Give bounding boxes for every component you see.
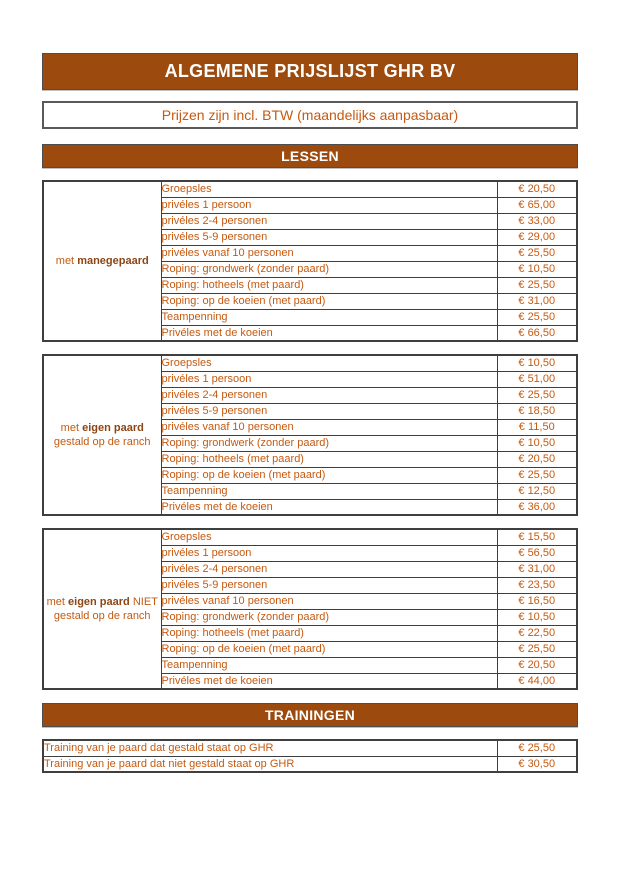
price-cell: € 30,50 [497,756,577,772]
group-label-cell [43,529,161,689]
item-cell: Groepsles [161,355,497,371]
item-cell: privéles vanaf 10 personen [161,419,497,435]
price-cell: € 20,50 [497,657,577,673]
group-label-bold: eigen paard [82,422,144,434]
item-cell: Roping: op de koeien (met paard) [161,467,497,483]
item-cell: Training van je paard dat niet gestald staat op GHR [43,756,497,772]
item-cell: Roping: hotheels (met paard) [161,277,497,293]
price-cell: € 23,50 [497,577,577,593]
price-cell: € 10,50 [497,609,577,625]
item-cell: Groepsles [161,529,497,545]
item-cell: Teampenning [161,483,497,499]
item-cell: Training van je paard dat gestald staat op GHR [43,740,497,756]
item-cell: privéles vanaf 10 personen [161,593,497,609]
group-label-text: met [55,255,78,267]
lesson-tables-container [42,180,578,690]
item-cell: Teampenning [161,657,497,673]
item-cell: privéles 1 persoon [161,545,497,561]
price-cell: € 10,50 [497,435,577,451]
item-cell: Privéles met de koeien [161,499,497,515]
price-cell: € 25,50 [497,277,577,293]
item-cell: Groepsles [161,181,497,197]
price-cell: € 10,50 [497,261,577,277]
price-cell: € 66,50 [497,325,577,341]
table-row [43,529,577,545]
item-cell: privéles 1 persoon [161,371,497,387]
item-cell: privéles vanaf 10 personen [161,245,497,261]
item-cell: Roping: hotheels (met paard) [161,451,497,467]
table-row [43,756,577,772]
price-cell: € 31,00 [497,561,577,577]
price-cell: € 10,50 [497,355,577,371]
table-row [43,740,577,756]
price-cell: € 25,50 [497,740,577,756]
item-cell: privéles 1 persoon [161,197,497,213]
lesson-price-table-1 [42,180,578,342]
item-cell: Roping: hotheels (met paard) [161,625,497,641]
section-header-lessen: LESSEN [42,144,578,168]
item-cell: privéles 2-4 personen [161,213,497,229]
price-cell: € 25,50 [497,641,577,657]
price-cell: € 20,50 [497,181,577,197]
lesson-price-table-2 [42,354,578,516]
item-cell: privéles 5-9 personen [161,229,497,245]
price-cell: € 65,00 [497,197,577,213]
item-cell: Privéles met de koeien [161,673,497,689]
price-cell: € 25,50 [497,467,577,483]
item-cell: Roping: op de koeien (met paard) [161,293,497,309]
group-label-bold: manegepaard [77,255,149,267]
item-cell: Roping: grondwerk (zonder paard) [161,609,497,625]
group-label-cell [43,355,161,515]
item-cell: Teampenning [161,309,497,325]
group-label-cell [43,181,161,341]
price-cell: € 20,50 [497,451,577,467]
price-cell: € 31,00 [497,293,577,309]
price-cell: € 44,00 [497,673,577,689]
price-cell: € 12,50 [497,483,577,499]
trainings-price-table [42,739,578,773]
table-row [43,181,577,197]
group-label-bold: eigen paard [68,596,130,608]
group-label-text: met [60,422,83,434]
price-cell: € 25,50 [497,387,577,403]
price-cell: € 11,50 [497,419,577,435]
document-content [42,53,578,773]
item-cell: Roping: grondwerk (zonder paard) [161,261,497,277]
trainings-table-container [42,739,578,773]
price-cell: € 51,00 [497,371,577,387]
price-cell: € 36,00 [497,499,577,515]
item-cell: privéles 2-4 personen [161,561,497,577]
item-cell: privéles 2-4 personen [161,387,497,403]
item-cell: Roping: grondwerk (zonder paard) [161,435,497,451]
price-cell: € 25,50 [497,245,577,261]
item-cell: privéles 5-9 personen [161,403,497,419]
price-cell: € 16,50 [497,593,577,609]
group-label-text: met [46,596,69,608]
group-label-text: NIET gestald op de ranch [53,596,158,622]
item-cell: Privéles met de koeien [161,325,497,341]
btw-note-box: Prijzen zijn incl. BTW (maandelijks aanpasbaar) [42,101,578,129]
price-cell: € 29,00 [497,229,577,245]
price-cell: € 56,50 [497,545,577,561]
price-cell: € 25,50 [497,309,577,325]
price-cell: € 22,50 [497,625,577,641]
price-cell: € 15,50 [497,529,577,545]
table-row [43,355,577,371]
price-cell: € 18,50 [497,403,577,419]
group-label-text: gestald op de ranch [53,436,151,448]
price-cell: € 33,00 [497,213,577,229]
document-title-bar: ALGEMENE PRIJSLIJST GHR BV [42,53,578,90]
item-cell: Roping: op de koeien (met paard) [161,641,497,657]
lesson-price-table-3 [42,528,578,690]
section-header-trainingen: TRAININGEN [42,703,578,727]
item-cell: privéles 5-9 personen [161,577,497,593]
